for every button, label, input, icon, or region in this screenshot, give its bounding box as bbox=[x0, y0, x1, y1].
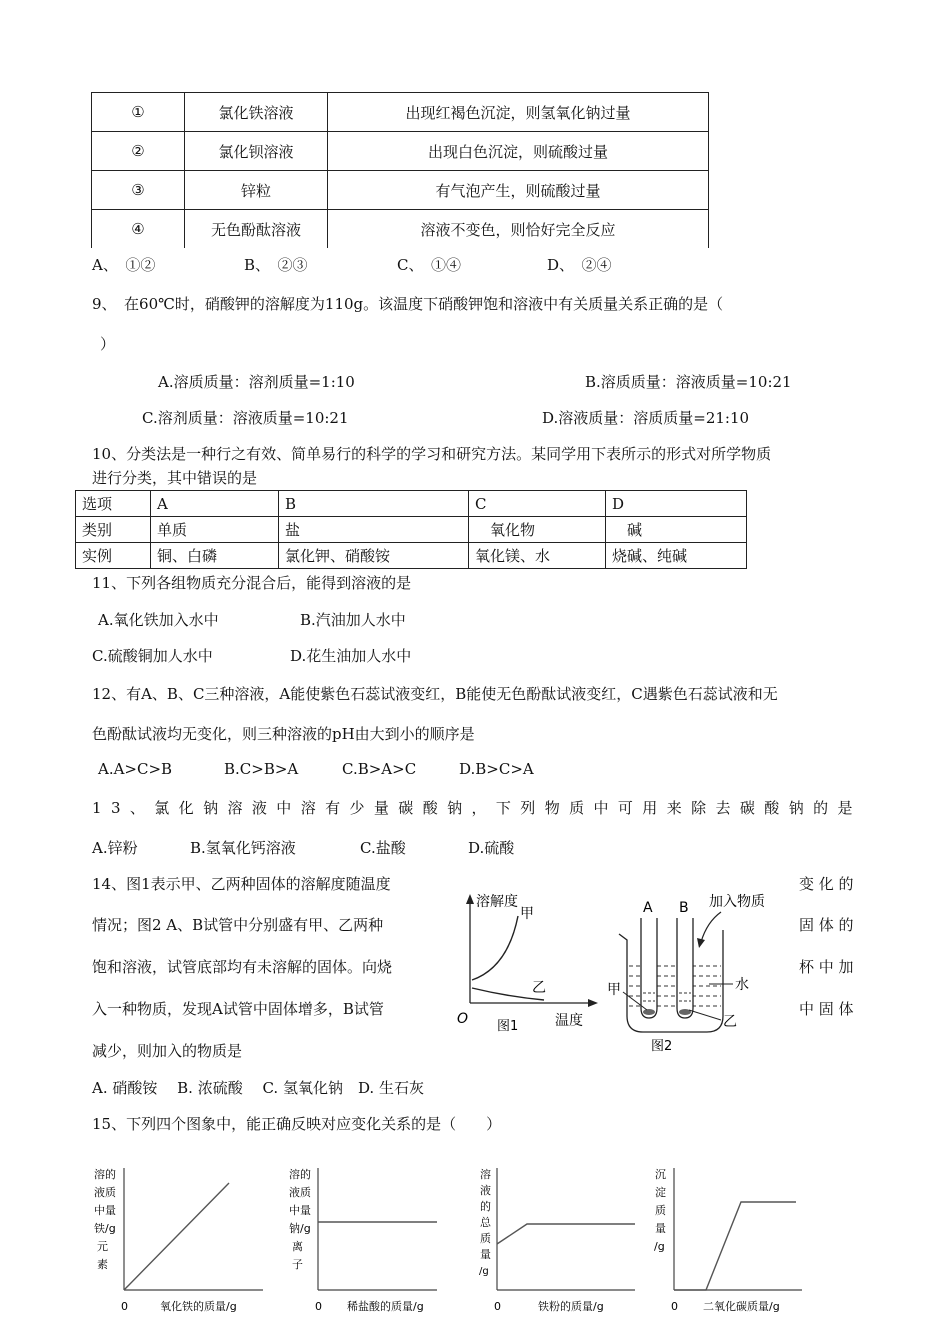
table-cell: ② bbox=[92, 132, 185, 171]
q8-table bbox=[91, 92, 709, 248]
q8-option-d: D、 ②④ bbox=[547, 256, 612, 274]
q14-options: A. 硝酸铵 B. 浓硫酸 C. 氢氧化钠 D. 生石灰 bbox=[92, 1079, 424, 1097]
q10-line2: 进行分类，其中错误的是 bbox=[92, 469, 258, 487]
y-label-line: /g bbox=[654, 1240, 665, 1253]
q14-figure-1 bbox=[452, 888, 602, 1053]
table-row bbox=[76, 543, 747, 569]
fig2-label-water: 水 bbox=[735, 977, 749, 993]
fig1-caption: 图1 bbox=[497, 1019, 519, 1034]
y-label-line: 液质 bbox=[94, 1186, 116, 1199]
table-cell: 氯化钡溶液 bbox=[185, 132, 328, 171]
table-cell: 出现白色沉淀，则硫酸过量 bbox=[328, 132, 709, 171]
table-cell: 氯化铁溶液 bbox=[185, 93, 328, 132]
q14-line4: 入一种物质，发现A试管中固体增多，B试管 bbox=[92, 1000, 384, 1018]
y-label-line: 元 bbox=[97, 1240, 108, 1253]
y-label-line: 总 bbox=[480, 1216, 491, 1229]
table-row bbox=[92, 210, 709, 249]
curve-jia bbox=[472, 916, 518, 980]
q12-option-d: D.B>C>A bbox=[459, 760, 534, 778]
q11-stem: 11、下列各组物质充分混合后，能得到溶液的是 bbox=[92, 574, 412, 592]
x-label: 氧化铁的质量/g bbox=[160, 1300, 237, 1313]
fig2-label-b: B bbox=[679, 900, 689, 916]
table-cell: 有气泡产生，则硫酸过量 bbox=[328, 171, 709, 210]
y-label-line: 量 bbox=[480, 1248, 491, 1261]
table-cell: B bbox=[279, 491, 469, 517]
y-label-line: 溶的 bbox=[289, 1168, 311, 1181]
fig1-xlabel: 温度 bbox=[555, 1013, 583, 1029]
arrow-added bbox=[701, 912, 721, 942]
table-cell: 锌粒 bbox=[185, 171, 328, 210]
q12-option-c: C.B>A>C bbox=[342, 760, 417, 778]
q13-option-b: B.氢氧化钙溶液 bbox=[190, 839, 296, 857]
q9-stem: 9、 在60℃时，硝酸钾的溶解度为110g。该温度下硝酸钾饱和溶液中有关质量关系正确的是（ bbox=[92, 295, 724, 313]
series-line bbox=[674, 1202, 796, 1290]
q14-right1: 变 化 的 bbox=[799, 875, 854, 893]
solid-a bbox=[643, 1009, 655, 1015]
q13-stem: 13、氯化钠溶液中溶有少量碳酸钠，下列物质中可用来除去碳酸钠的是 bbox=[92, 799, 862, 817]
q14-line3: 饱和溶液，试管底部均有未溶解的固体。向烧 bbox=[92, 958, 393, 976]
q8-option-b: B、 ②③ bbox=[244, 256, 308, 274]
q9-option-c: C.溶剂质量：溶液质量=10:21 bbox=[142, 409, 349, 427]
table-cell: 铜、白磷 bbox=[151, 543, 279, 569]
table-cell: 氯化钾、硝酸铵 bbox=[279, 543, 469, 569]
table-cell: 碱 bbox=[606, 517, 747, 543]
q14-right2: 固 体 的 bbox=[799, 916, 854, 934]
q14-line1: 14、图1表示甲、乙两种固体的溶解度随温度 bbox=[92, 875, 391, 893]
y-label-line: 淀 bbox=[655, 1186, 666, 1199]
table-cell: D bbox=[606, 491, 747, 517]
table-cell: 实例 bbox=[76, 543, 151, 569]
series-line bbox=[497, 1224, 635, 1244]
x-label: 二氧化碳质量/g bbox=[703, 1300, 780, 1313]
test-tube-b bbox=[677, 918, 693, 1018]
q9-stem-cont: ） bbox=[100, 335, 116, 353]
q11-option-d: D.花生油加人水中 bbox=[290, 647, 412, 665]
x-axis-arrow bbox=[588, 999, 598, 1007]
y-label-line: 子 bbox=[292, 1258, 303, 1271]
q14-line5: 减少，则加入的物质是 bbox=[92, 1042, 243, 1060]
q14-right3: 杯 中 加 bbox=[799, 958, 854, 976]
chart-origin: 0 bbox=[671, 1300, 678, 1313]
x-label: 铁粉的质量/g bbox=[538, 1300, 604, 1313]
fig1-ylabel: 溶解度 bbox=[476, 894, 518, 910]
q9-option-d: D.溶液质量：溶质质量=21:10 bbox=[542, 409, 750, 427]
table-row bbox=[92, 132, 709, 171]
table-cell: 选项 bbox=[76, 491, 151, 517]
q13-option-a: A.锌粉 bbox=[92, 839, 138, 857]
test-tube-a bbox=[641, 918, 657, 1018]
q12-option-a: A.A>C>B bbox=[98, 760, 173, 778]
fig2-label-yi: 乙 bbox=[723, 1014, 737, 1030]
table-cell: 无色酚酞溶液 bbox=[185, 210, 328, 249]
chart-origin: 0 bbox=[315, 1300, 322, 1313]
q9-option-b: B.溶质质量：溶液质量=10:21 bbox=[585, 373, 792, 391]
leader-yi bbox=[689, 1010, 721, 1020]
q13-option-d: D.硫酸 bbox=[468, 839, 515, 857]
chart-origin: 0 bbox=[494, 1300, 501, 1313]
fig2-caption: 图2 bbox=[651, 1039, 673, 1053]
table-cell: ③ bbox=[92, 171, 185, 210]
y-label-line: 的 bbox=[480, 1200, 491, 1213]
table-cell: 氧化镁、水 bbox=[469, 543, 606, 569]
fig1-origin: O bbox=[457, 1011, 469, 1027]
y-label-line: /g bbox=[479, 1266, 489, 1277]
y-label-line: 量 bbox=[655, 1222, 666, 1235]
y-axis-arrow bbox=[466, 894, 474, 904]
q8-option-a: A、 ①② bbox=[92, 256, 156, 274]
table-cell: 单质 bbox=[151, 517, 279, 543]
y-label-line: 沉 bbox=[655, 1168, 666, 1181]
q14-line2: 情况；图2 A、B试管中分别盛有甲、乙两种 bbox=[92, 916, 384, 934]
q15-chart-4 bbox=[650, 1160, 810, 1320]
y-label-line: 钠/g bbox=[289, 1222, 311, 1235]
q8-option-c: C、 ①④ bbox=[397, 256, 461, 274]
fig1-label-jia: 甲 bbox=[520, 906, 534, 922]
table-row bbox=[76, 517, 747, 543]
arrow-added-head bbox=[697, 938, 705, 948]
q15-stem: 15、下列四个图象中，能正确反映对应变化关系的是（ ） bbox=[92, 1115, 502, 1133]
table-cell: ① bbox=[92, 93, 185, 132]
table-cell: A bbox=[151, 491, 279, 517]
q15-chart-3 bbox=[470, 1160, 640, 1320]
table-cell: 溶液不变色，则恰好完全反应 bbox=[328, 210, 709, 249]
q14-right4: 中 固 体 bbox=[799, 1000, 854, 1018]
q10-table bbox=[75, 490, 747, 569]
y-label-line: 质 bbox=[655, 1204, 666, 1217]
table-row bbox=[92, 93, 709, 132]
table-row bbox=[76, 491, 747, 517]
table-cell: 类别 bbox=[76, 517, 151, 543]
fig1-label-yi: 乙 bbox=[532, 980, 546, 996]
q15-chart-2 bbox=[285, 1160, 445, 1320]
q13-option-c: C.盐酸 bbox=[360, 839, 406, 857]
y-label-line: 质 bbox=[480, 1232, 491, 1245]
q15-chart-1 bbox=[88, 1160, 268, 1320]
fig2-label-a: A bbox=[643, 900, 653, 916]
table-cell: 出现红褐色沉淀，则氢氧化钠过量 bbox=[328, 93, 709, 132]
series-line bbox=[124, 1183, 229, 1290]
beaker bbox=[619, 930, 723, 1032]
q11-option-b: B.汽油加人水中 bbox=[300, 611, 406, 629]
table-cell: 氧化物 bbox=[469, 517, 606, 543]
q9-option-a: A.溶质质量：溶剂质量=1:10 bbox=[158, 373, 355, 391]
table-cell: C bbox=[469, 491, 606, 517]
fig2-label-added: 加入物质 bbox=[709, 894, 765, 910]
q11-option-c: C.硫酸铜加人水中 bbox=[92, 647, 213, 665]
y-label-line: 溶的 bbox=[94, 1168, 116, 1181]
table-cell: 盐 bbox=[279, 517, 469, 543]
table-cell: 烧碱、纯碱 bbox=[606, 543, 747, 569]
q12-line2: 色酚酞试液均无变化，则三种溶液的pH由大到小的顺序是 bbox=[92, 725, 475, 743]
y-label-line: 中量 bbox=[289, 1204, 311, 1217]
y-label-line: 溶 bbox=[480, 1168, 491, 1181]
table-row bbox=[92, 171, 709, 210]
q10-line1: 10、分类法是一种行之有效、简单易行的科学的学习和研究方法。某同学用下表所示的形式对所学物质 bbox=[92, 445, 772, 463]
q12-option-b: B.C>B>A bbox=[224, 760, 299, 778]
y-label-line: 铁/g bbox=[94, 1222, 116, 1235]
chart-origin: 0 bbox=[121, 1300, 128, 1313]
fig2-label-jia: 甲 bbox=[607, 982, 621, 998]
x-label: 稀盐酸的质量/g bbox=[347, 1300, 424, 1313]
y-label-line: 素 bbox=[97, 1258, 108, 1271]
table-cell: ④ bbox=[92, 210, 185, 249]
y-label-line: 中量 bbox=[94, 1204, 116, 1217]
y-label-line: 离 bbox=[292, 1240, 303, 1253]
y-label-line: 液质 bbox=[289, 1186, 311, 1199]
y-label-line: 液 bbox=[480, 1184, 491, 1197]
q11-option-a: A.氧化铁加入水中 bbox=[98, 611, 219, 629]
q14-figure-2 bbox=[605, 888, 795, 1053]
q12-line1: 12、有A、B、C三种溶液，A能使紫色石蕊试液变红，B能使无色酚酞试液变红，C遇紫色石蕊试液和无 bbox=[92, 685, 778, 703]
